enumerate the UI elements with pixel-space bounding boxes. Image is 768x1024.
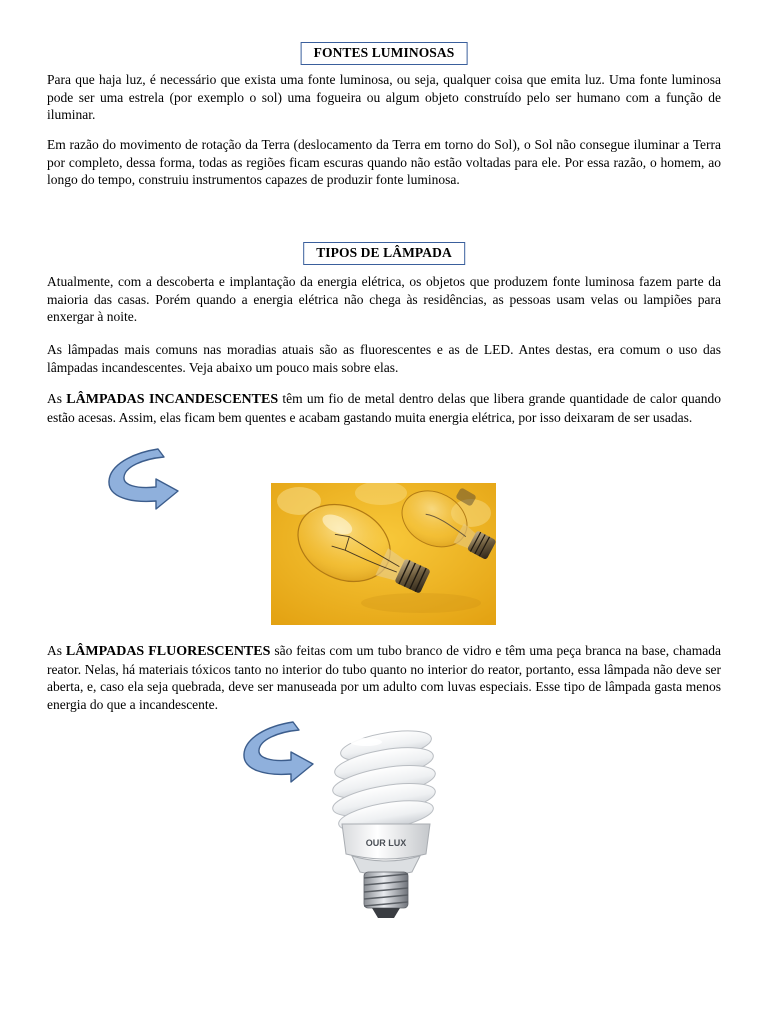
fluorescent-term: LÂMPADAS FLUORESCENTES (65, 644, 271, 659)
incandescent-term: LÂMPADAS INCANDESCENTES (66, 392, 279, 407)
section-title-fontes-luminosas: FONTES LUMINOSAS (301, 42, 468, 65)
section-title-tipos-de-lampada: TIPOS DE LÂMPADA (303, 242, 465, 265)
fluorescent-brand-logo: OUR LUX (365, 838, 407, 848)
incandescent-prefix: As (47, 391, 67, 406)
paragraph-common-bulbs: As lâmpadas mais comuns nas moradias atuais são as fluorescentes e as de LED. Antes destas, era comum o uso das lâmpadas incandescentes. Veja abaixo um pouco mais sobre elas. (47, 342, 721, 375)
incandescent-text: têm um fio de metal dentro delas que libera grande quantidade de calor quando estão acesas. Assim, elas ficam bem quentes e acabam gastando muita energia elétrica, por isso deixaram de ser usadas. (47, 391, 722, 425)
paragraph-electric-energy: Atualmente, com a descoberta e implantação da energia elétrica, os objetos que produzem fonte luminosa fazem parte da maioria das casas. Porém quando a energia elétrica não chega às residências, as pessoas usam velas ou lampiões para enxergar à noite. (47, 274, 721, 325)
paragraph-earth-rotation: Em razão do movimento de rotação da Terra (deslocamento da Terra em torno do Sol), o Sol não consegue iluminar a Terra por completo, dessa forma, todas as regiões ficam escuras quando não estão voltadas para ele. Por essa razão, o homem, ao longo do tempo, construiu instrumentos capazes de produzir fonte luminosa. (47, 137, 721, 188)
fluorescent-prefix: As (47, 643, 66, 658)
paragraph-light-source-definition: Para que haja luz, é necessário que exista uma fonte luminosa, ou seja, qualquer coisa que emita luz. Uma fonte luminosa pode ser uma estrela (por exemplo o sol) uma fogueira ou algum objeto construído pelo ser humano com a função de iluminar. (47, 72, 721, 123)
incandescent-bulbs-photo (271, 483, 496, 625)
paragraph-fluorescent (47, 642, 721, 714)
curved-arrow-icon (100, 445, 182, 511)
fluorescent-bulb-photo (300, 722, 472, 920)
paragraph-incandescent (47, 390, 721, 426)
fluorescent-text: são feitas com um tubo branco de vidro e têm uma peça branca na base, chamada reator. Nelas, há materiais tóxicos tanto no interior do tubo quanto no interior do reator, portanto, essa lâmpada não deve ser aberta, e, caso ela seja quebrada, deve ser manuseada por um adulto com luvas especiais. Esse tipo de lâmpada gasta menos energia do que a incandescente. (47, 643, 721, 713)
